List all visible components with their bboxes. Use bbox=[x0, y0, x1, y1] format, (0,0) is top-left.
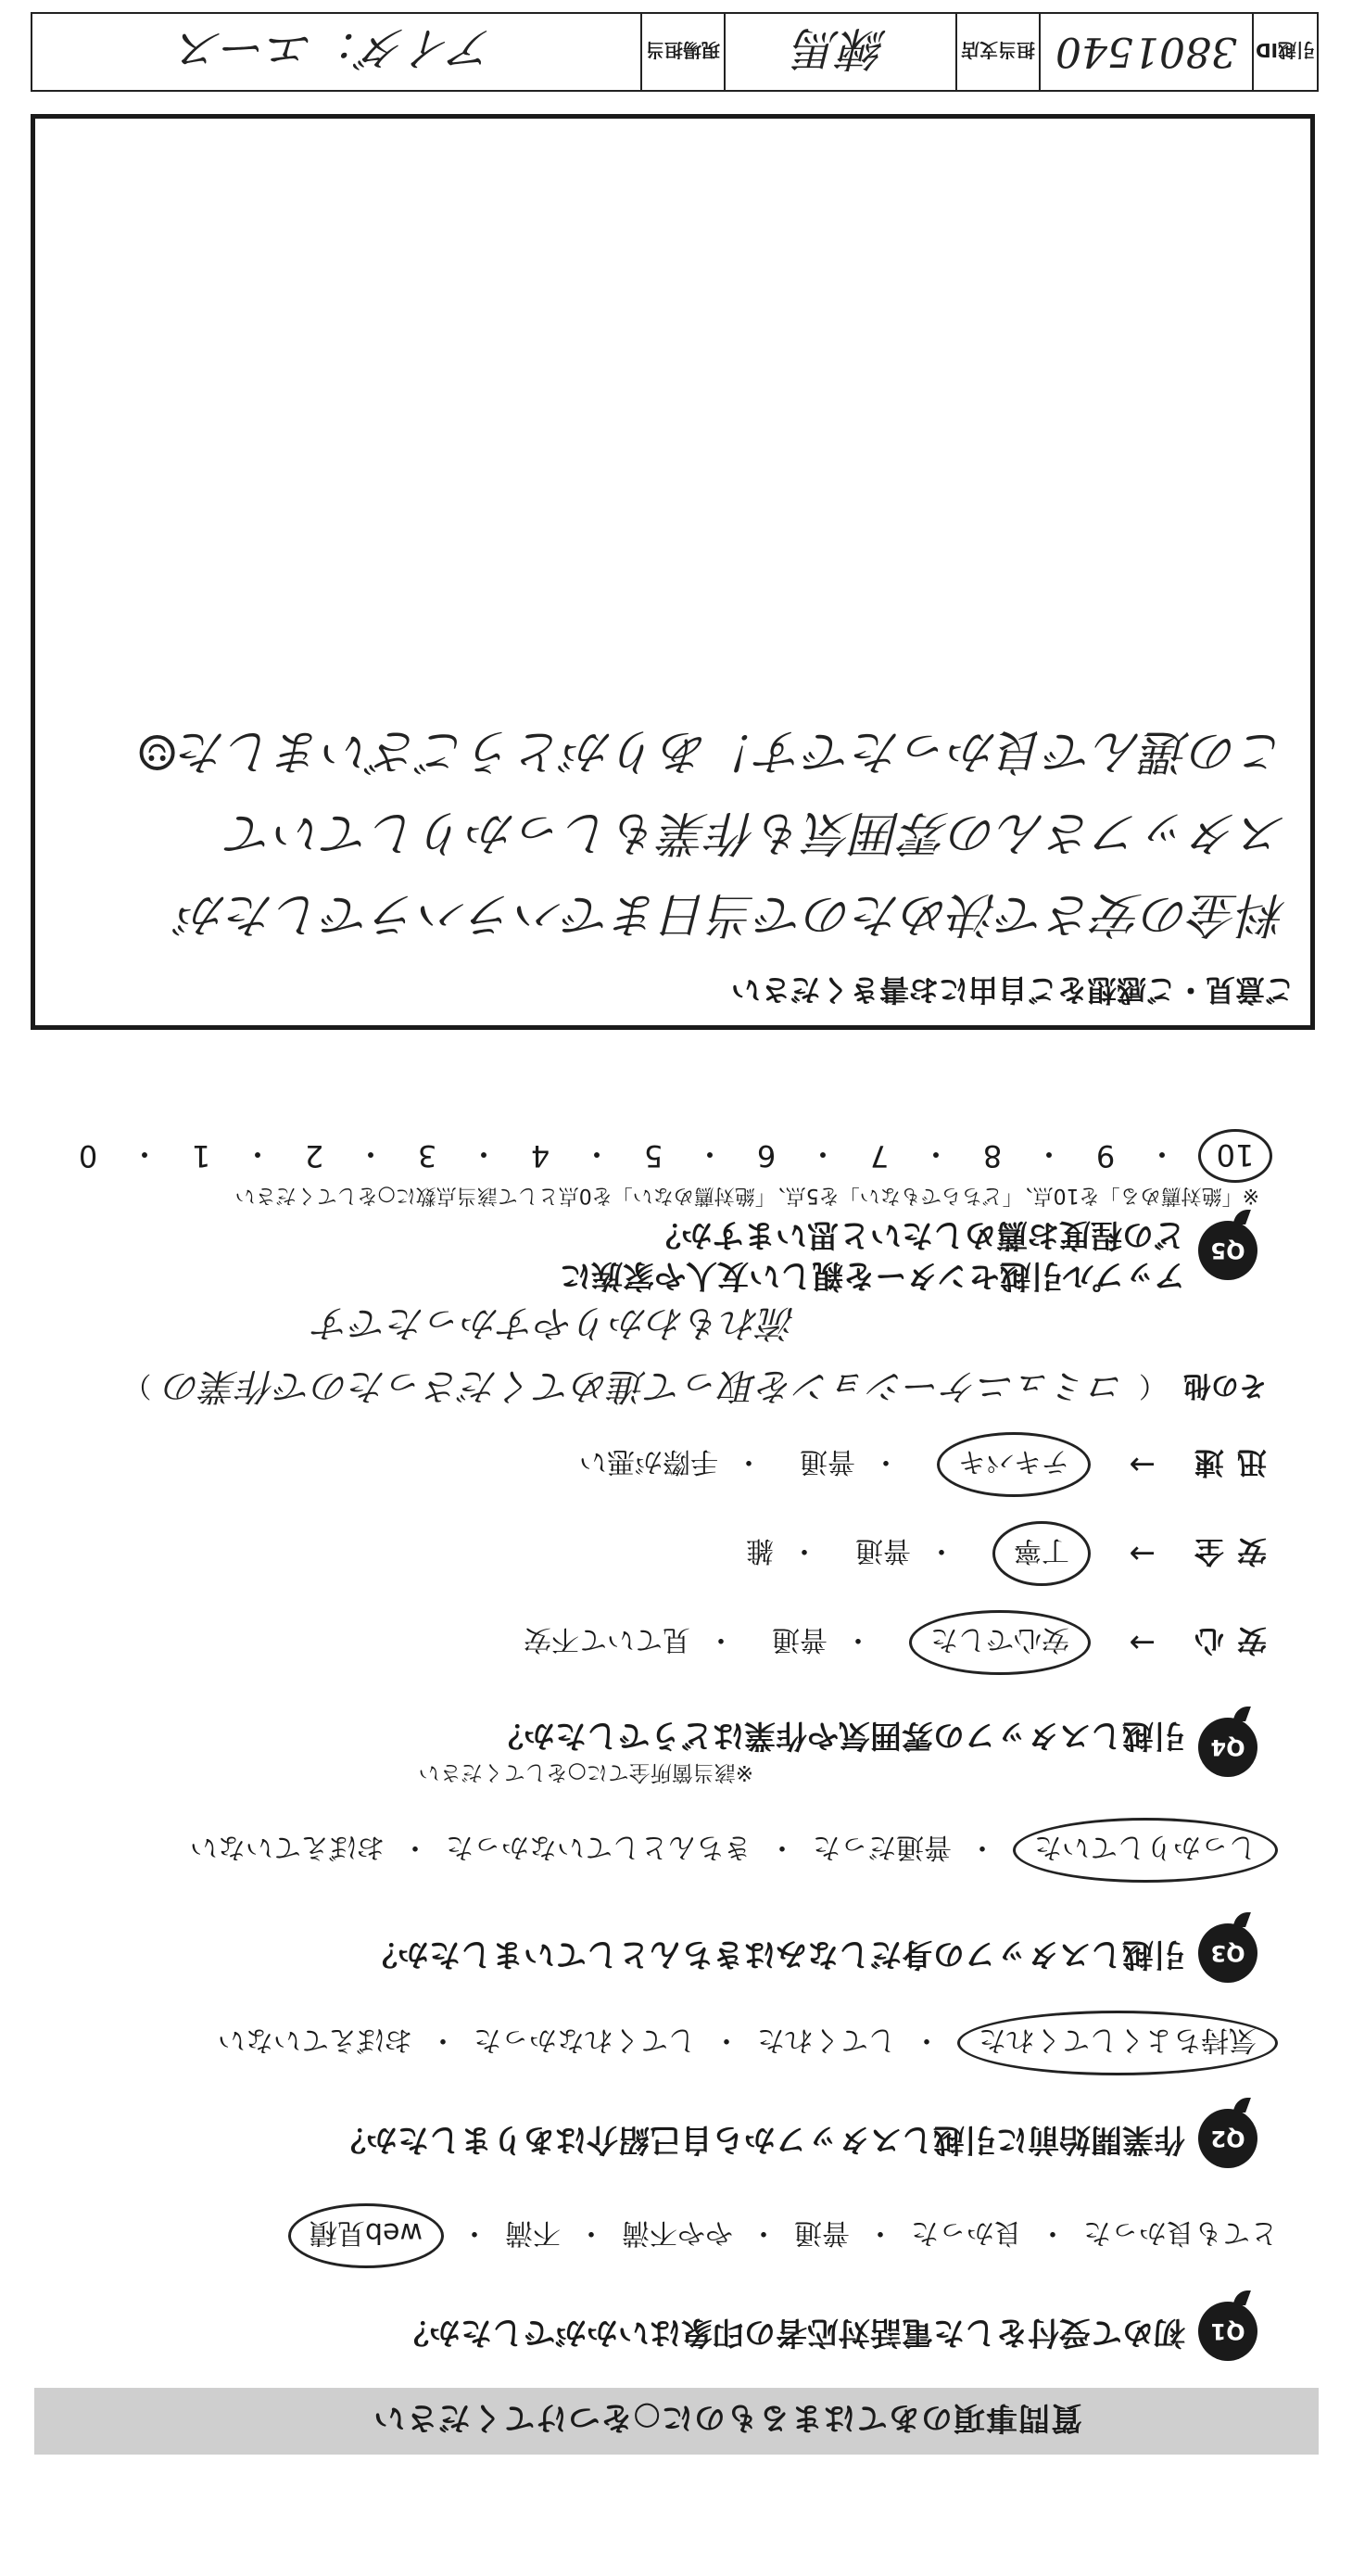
q1-text: 初めて受付をした電話対応者の印象はいかがでしたか？ bbox=[398, 2314, 1185, 2351]
id-label-cell bbox=[1252, 14, 1317, 90]
leader-label-cell bbox=[640, 14, 724, 90]
scale-value[interactable]: 3 bbox=[417, 1138, 437, 1174]
q4-option-selected[interactable]: テキパキ bbox=[937, 1432, 1091, 1497]
q2-text: 作業開始前に引越しスタッフから自己紹介はありましたか？ bbox=[335, 2121, 1185, 2158]
q2-badge: Q2 bbox=[1198, 2109, 1257, 2168]
q4-option[interactable]: 雑 bbox=[746, 1534, 774, 1567]
q4-other bbox=[0, 1363, 1319, 1415]
q4-option[interactable]: 手際が悪い bbox=[579, 1445, 718, 1478]
q5-text-line2: どの程度お薦めしたいと思いますか？ bbox=[650, 1216, 1185, 1253]
q2-option[interactable]: おぼえていない bbox=[218, 2024, 412, 2056]
id-value: 3801540 bbox=[1055, 28, 1237, 76]
comment-line1: 料金の安さで決めたので当日までハラハラでしたが bbox=[178, 886, 1287, 942]
comment-line3: この選んで良かったです！ありがとうございました☺ bbox=[135, 723, 1287, 779]
paren-close: ） bbox=[123, 1369, 152, 1402]
q3-text: 引越しスタッフの身だしなみはきちんとしていましたか？ bbox=[366, 1935, 1185, 1973]
q4-other-label: その他 bbox=[1183, 1369, 1267, 1402]
q4-option-selected[interactable]: 安心でした bbox=[909, 1610, 1091, 1675]
paren-open: （ bbox=[1139, 1369, 1167, 1402]
branch-label-cell bbox=[955, 14, 1039, 90]
leader-value: アイダ：エース bbox=[177, 21, 496, 75]
q1-option[interactable]: 普通 bbox=[794, 2216, 850, 2249]
leader-value-cell bbox=[32, 14, 640, 90]
q5-text-line1: アップル引越センターを親しい友人や家族に bbox=[560, 1257, 1185, 1294]
q1-option[interactable]: やや不満 bbox=[622, 2216, 733, 2249]
id-value-cell bbox=[1039, 14, 1252, 90]
q3-option-selected[interactable]: しっかりしていた bbox=[1013, 1818, 1278, 1883]
branch-label: 担当支店 bbox=[961, 39, 1035, 62]
q5-scale: 10 ・ 9 ・ 8 ・ 7 ・ 6 ・ 5 ・ 4 ・ 3 ・ 2 ・ 1 ・ 0 bbox=[34, 1128, 1319, 1184]
q4-row-label: 迅速 bbox=[1181, 1445, 1267, 1480]
q3-badge: Q3 bbox=[1198, 1923, 1257, 1983]
q1-option-selected[interactable]: web見積 bbox=[288, 2203, 444, 2268]
comment-title: ご意見・ご感想をご自由にお書きください bbox=[730, 972, 1295, 1008]
id-label: 引越ID bbox=[1255, 39, 1316, 62]
q1-options: とても良かった ・ 良かった ・ 普通 ・ やや不満 ・ 不満 ・ web見積 bbox=[37, 2203, 1278, 2268]
question-q2 bbox=[34, 2113, 1319, 2168]
scale-value[interactable]: 4 bbox=[530, 1138, 550, 1174]
q4-note: ※該当箇所全てに○をしてください bbox=[418, 1760, 753, 1784]
scale-value[interactable]: 9 bbox=[1095, 1138, 1116, 1174]
q4-option[interactable]: 普通 bbox=[800, 1445, 855, 1478]
q3-option[interactable]: おぼえていない bbox=[190, 1831, 385, 1863]
q4-row-label: 安全 bbox=[1181, 1534, 1267, 1569]
q4-row-anshin: 安心 → 安心でした ・ 普通 ・ 見ていて不安 bbox=[0, 1610, 1319, 1675]
question-q3 bbox=[34, 1927, 1319, 1983]
q1-badge: Q1 bbox=[1198, 2302, 1257, 2361]
scale-value-selected[interactable]: 10 bbox=[1198, 1129, 1272, 1183]
arrow-right-icon: → bbox=[1129, 1624, 1156, 1661]
question-q5 bbox=[34, 1202, 1319, 1295]
q5-note: ※「絶対薦める」を10点、「どちらでもない」を5点、「絶対薦めない」を0点として該当点数に○をしてください bbox=[234, 1184, 1259, 1207]
scale-value[interactable]: 0 bbox=[78, 1138, 98, 1174]
id-strip bbox=[31, 12, 1319, 92]
q3-options: しっかりしていた ・ 普通だった ・ きちんとしていなかった ・ おぼえていない bbox=[37, 1818, 1278, 1883]
section-header bbox=[34, 2388, 1319, 2455]
q3-option[interactable]: 普通だった bbox=[813, 1831, 952, 1863]
q3-option[interactable]: きちんとしていなかった bbox=[446, 1831, 752, 1863]
q2-options: 気持ちよくしてくれた ・ してくれた ・ してくれなかった ・ おぼえていない bbox=[37, 2011, 1278, 2075]
q4-text: 引越しスタッフの雰囲気や作業はどうでしたか？ bbox=[492, 1717, 1185, 1754]
q5-badge: Q5 bbox=[1198, 1221, 1257, 1280]
q4-option[interactable]: 普通 bbox=[855, 1534, 911, 1567]
q4-row-jinsoku: 迅速 → テキパキ ・ 普通 ・ 手際が悪い bbox=[0, 1432, 1319, 1497]
scale-value[interactable]: 5 bbox=[643, 1138, 663, 1174]
q4-other-answer-line1[interactable]: コミュニケーションを取って進めてくださったので作業の bbox=[164, 1364, 1126, 1407]
comment-line2: スタッフさんの雰囲気も作業もしっかりしていて bbox=[226, 805, 1287, 860]
branch-value-cell bbox=[724, 14, 955, 90]
q4-option-selected[interactable]: 丁寧 bbox=[992, 1521, 1091, 1586]
leader-label: 現場担当 bbox=[646, 39, 720, 62]
scale-value[interactable]: 2 bbox=[304, 1138, 324, 1174]
q4-badge: Q4 bbox=[1198, 1718, 1257, 1777]
section-header-title: 質問事項のあてはまるものに○をつけてください bbox=[373, 2399, 1082, 2437]
scale-value[interactable]: 1 bbox=[191, 1138, 211, 1174]
q4-other-answer-line2[interactable]: 流れもわかりやすかったです bbox=[314, 1301, 796, 1344]
branch-value: 練馬 bbox=[794, 21, 887, 75]
arrow-right-icon: → bbox=[1129, 1446, 1156, 1483]
q2-option[interactable]: してくれなかった bbox=[474, 2024, 696, 2056]
q1-option[interactable]: とても良かった bbox=[1083, 2216, 1278, 2249]
q1-option[interactable]: 良かった bbox=[911, 2216, 1022, 2249]
q2-option[interactable]: してくれた bbox=[757, 2024, 896, 2056]
q4-row-anzen: 安全 → 丁寧 ・ 普通 ・ 雑 bbox=[0, 1521, 1319, 1586]
q1-option[interactable]: 不満 bbox=[505, 2216, 561, 2249]
question-q4 bbox=[34, 1697, 1319, 1790]
q2-option-selected[interactable]: 気持ちよくしてくれた bbox=[957, 2011, 1278, 2075]
q4-option[interactable]: 普通 bbox=[772, 1623, 828, 1656]
question-q1 bbox=[34, 2305, 1319, 2361]
q4-row-label: 安心 bbox=[1181, 1623, 1267, 1658]
scale-value[interactable]: 8 bbox=[982, 1138, 1003, 1174]
scale-value[interactable]: 7 bbox=[869, 1138, 890, 1174]
arrow-right-icon: → bbox=[1129, 1535, 1156, 1572]
scale-value[interactable]: 6 bbox=[756, 1138, 777, 1174]
q4-option[interactable]: 見ていて不安 bbox=[524, 1623, 690, 1656]
